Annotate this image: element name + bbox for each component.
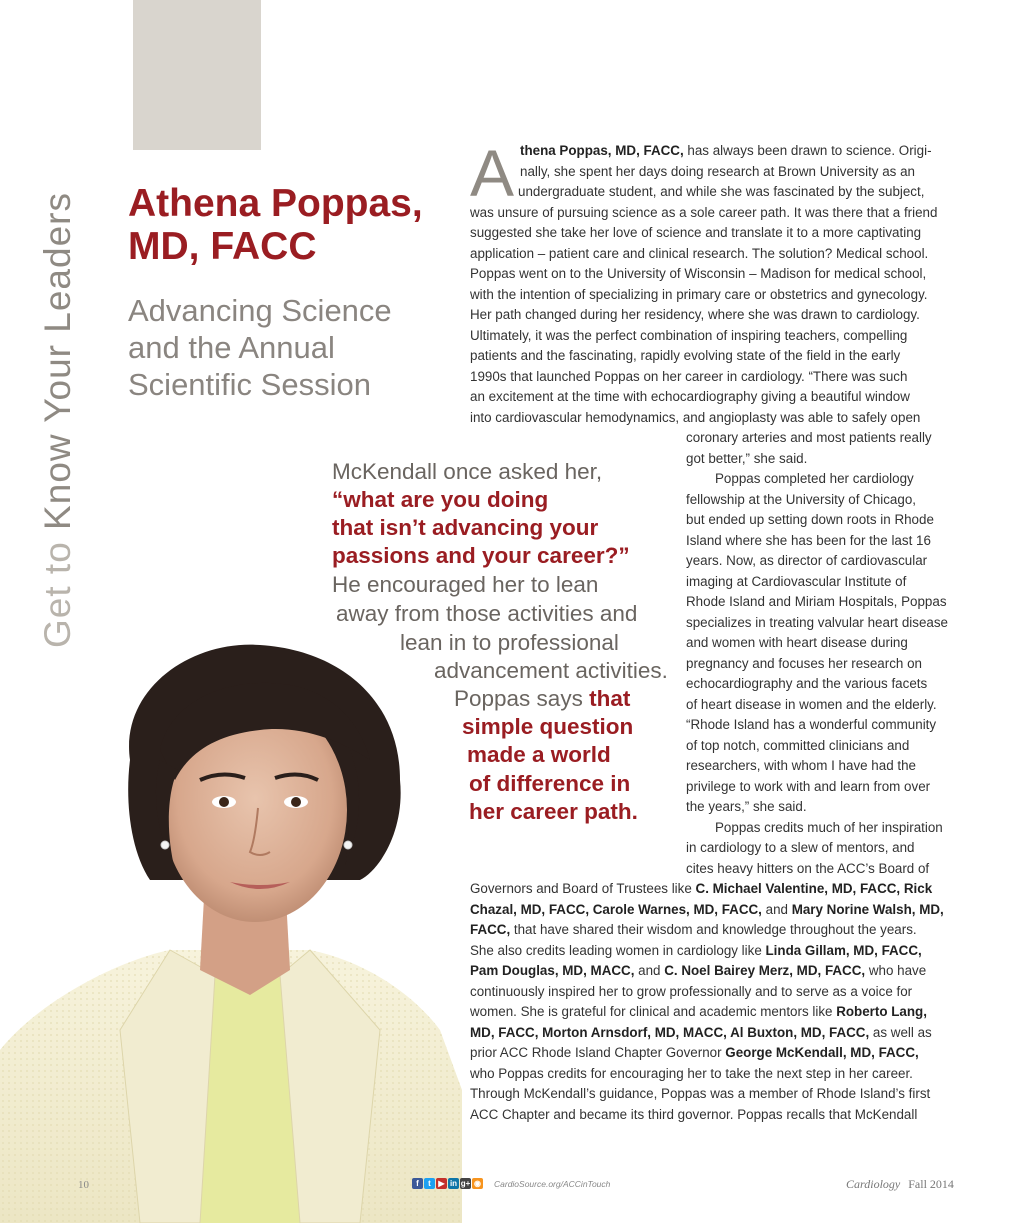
- footer-issue: [846, 1177, 954, 1192]
- pull-quote-line: made a world: [467, 742, 611, 767]
- pull-quote-line: Poppas says that: [454, 686, 631, 711]
- body-line: MD, FACC, Morton Arnsdorf, MD, MACC, Al Buxton, MD, FACC, as well as: [470, 1025, 932, 1040]
- pull-quote-line: away from those activities and: [336, 601, 638, 626]
- facebook-icon[interactable]: f: [412, 1178, 423, 1189]
- google-plus-icon[interactable]: g+: [460, 1179, 471, 1188]
- body-line: and women with heart disease during: [686, 635, 908, 650]
- body-line: researchers, with whom I have had the: [686, 758, 916, 773]
- body-line: 1990s that launched Poppas on her career in cardiology. “There was such: [470, 369, 908, 384]
- pull-quote-line: lean in to professional: [400, 630, 619, 655]
- pull-quote-line: passions and your career?”: [332, 543, 630, 568]
- body-line: nally, she spent her days doing research at Brown University as an: [520, 164, 915, 179]
- body-line: “Rhode Island has a wonderful community: [686, 717, 937, 732]
- youtube-icon[interactable]: ▶: [436, 1178, 447, 1189]
- body-line: Poppas credits much of her inspiration: [715, 820, 943, 835]
- article-subtitle: Advancing Science and the Annual Scientific Session: [128, 293, 392, 402]
- body-line: with the intention of specializing in primary care or obstetrics and gynecology.: [470, 287, 928, 302]
- pull-quote-line: her career path.: [469, 799, 638, 824]
- body-line: patients and the fascinating, rapidly evolving state of the field in the early: [470, 348, 901, 363]
- body-line: Pam Douglas, MD, MACC, and C. Noel Bairey Merz, MD, FACC, who have: [470, 963, 927, 978]
- body-line: who Poppas credits for encouraging her to take the next step in her career.: [470, 1066, 913, 1081]
- header-color-block: [133, 0, 261, 150]
- issue-date: Fall 2014: [908, 1177, 954, 1191]
- body-line: of top notch, committed clinicians and: [686, 738, 910, 753]
- magazine-name: Cardiology: [846, 1177, 901, 1191]
- portrait-photo: [0, 630, 462, 1223]
- body-line: in cardiology to a slew of mentors, and: [686, 840, 915, 855]
- pull-quote-line: of difference in: [469, 771, 631, 796]
- body-line: Island where she has been for the last 16: [686, 533, 931, 548]
- page-number: 10: [78, 1179, 89, 1191]
- body-line: years. Now, as director of cardiovascular: [686, 553, 928, 568]
- body-line: FACC, that have shared their wisdom and knowledge throughout the years.: [470, 922, 917, 937]
- body-line: was unsure of pursuing science as a sole career path. It was there that a friend: [470, 205, 938, 220]
- body-line: Poppas went on to the University of Wisconsin – Madison for medical school,: [470, 266, 927, 281]
- body-line: specializes in treating valvular heart disease: [686, 615, 949, 630]
- body-line: Through McKendall’s guidance, Poppas was a member of Rhode Island’s first: [470, 1086, 931, 1101]
- body-line: application – patient care and clinical research. The solution? Medical school.: [470, 246, 929, 261]
- body-line: Poppas completed her cardiology: [715, 471, 914, 486]
- pull-quote-line: He encouraged her to lean: [332, 572, 599, 597]
- body-line: fellowship at the University of Chicago,: [686, 492, 916, 507]
- body-line: Governors and Board of Trustees like C. Michael Valentine, MD, FACC, Rick: [470, 881, 933, 896]
- social-icons: [412, 1178, 483, 1189]
- body-line: women. She is grateful for clinical and academic mentors like Roberto Lang,: [470, 1004, 927, 1019]
- body-line: prior ACC Rhode Island Chapter Governor George McKendall, MD, FACC,: [470, 1045, 919, 1060]
- linkedin-icon[interactable]: in: [449, 1179, 458, 1188]
- footer-url[interactable]: CardioSource.org/ACCinTouch: [494, 1179, 611, 1189]
- article-title: Athena Poppas, MD, FACC: [128, 182, 423, 268]
- body-line: pregnancy and focuses her research on: [686, 656, 922, 671]
- body-line: an excitement at the time with echocardiography giving a beautiful window: [470, 389, 910, 404]
- body-line: imaging at Cardiovascular Institute of: [686, 574, 907, 589]
- rss-icon[interactable]: ◉: [472, 1178, 483, 1189]
- body-line: privilege to work with and learn from over: [686, 779, 931, 794]
- body-line: echocardiography and the various facets: [686, 676, 928, 691]
- pull-quote-line: “what are you doing: [332, 487, 549, 512]
- section-label: [38, 192, 78, 648]
- body-line: ACC Chapter and became its third governor. Poppas recalls that McKendall: [470, 1107, 918, 1122]
- body-line: coronary arteries and most patients really: [686, 430, 932, 445]
- body-line: thena Poppas, MD, FACC, has always been drawn to science. Origi-: [520, 143, 932, 158]
- body-line: She also credits leading women in cardiology like Linda Gillam, MD, FACC,: [470, 943, 922, 958]
- body-line: Rhode Island and Miriam Hospitals, Poppas: [686, 594, 947, 609]
- section-label-emphasis: Know Your Leaders: [37, 192, 78, 530]
- body-line: of heart disease in women and the elderly.: [686, 697, 937, 712]
- pull-quote-line: McKendall once asked her,: [332, 459, 603, 484]
- body-line: the years,” she said.: [686, 799, 807, 814]
- body-line: Ultimately, it was the perfect combination of inspiring teachers, compelling: [470, 328, 908, 343]
- body-line: but ended up setting down roots in Rhode: [686, 512, 934, 527]
- twitter-icon[interactable]: t: [424, 1178, 435, 1189]
- body-line: got better,” she said.: [686, 451, 808, 466]
- body-line: undergraduate student, and while she was fascinated by the subject,: [518, 184, 925, 199]
- pull-quote-line: that isn’t advancing your: [332, 515, 599, 540]
- pull-quote-line: advancement activities.: [434, 658, 668, 683]
- body-line: suggested she take her love of science and translate it to a more captivating: [470, 225, 922, 240]
- body-line: cites heavy hitters on the ACC’s Board of: [686, 861, 930, 876]
- body-line: continuously inspired her to grow professionally and to serve as a voice for: [470, 984, 913, 999]
- body-line: Her path changed during her residency, where she was drawn to cardiology.: [470, 307, 920, 322]
- body-line: into cardiovascular hemodynamics, and angioplasty was able to safely open: [470, 410, 921, 425]
- drop-cap: A: [470, 136, 515, 210]
- pull-quote-line: simple question: [462, 714, 634, 739]
- body-line: Chazal, MD, FACC, Carole Warnes, MD, FACC, and Mary Norine Walsh, MD,: [470, 902, 944, 917]
- section-label-prefix: Get to: [37, 541, 78, 648]
